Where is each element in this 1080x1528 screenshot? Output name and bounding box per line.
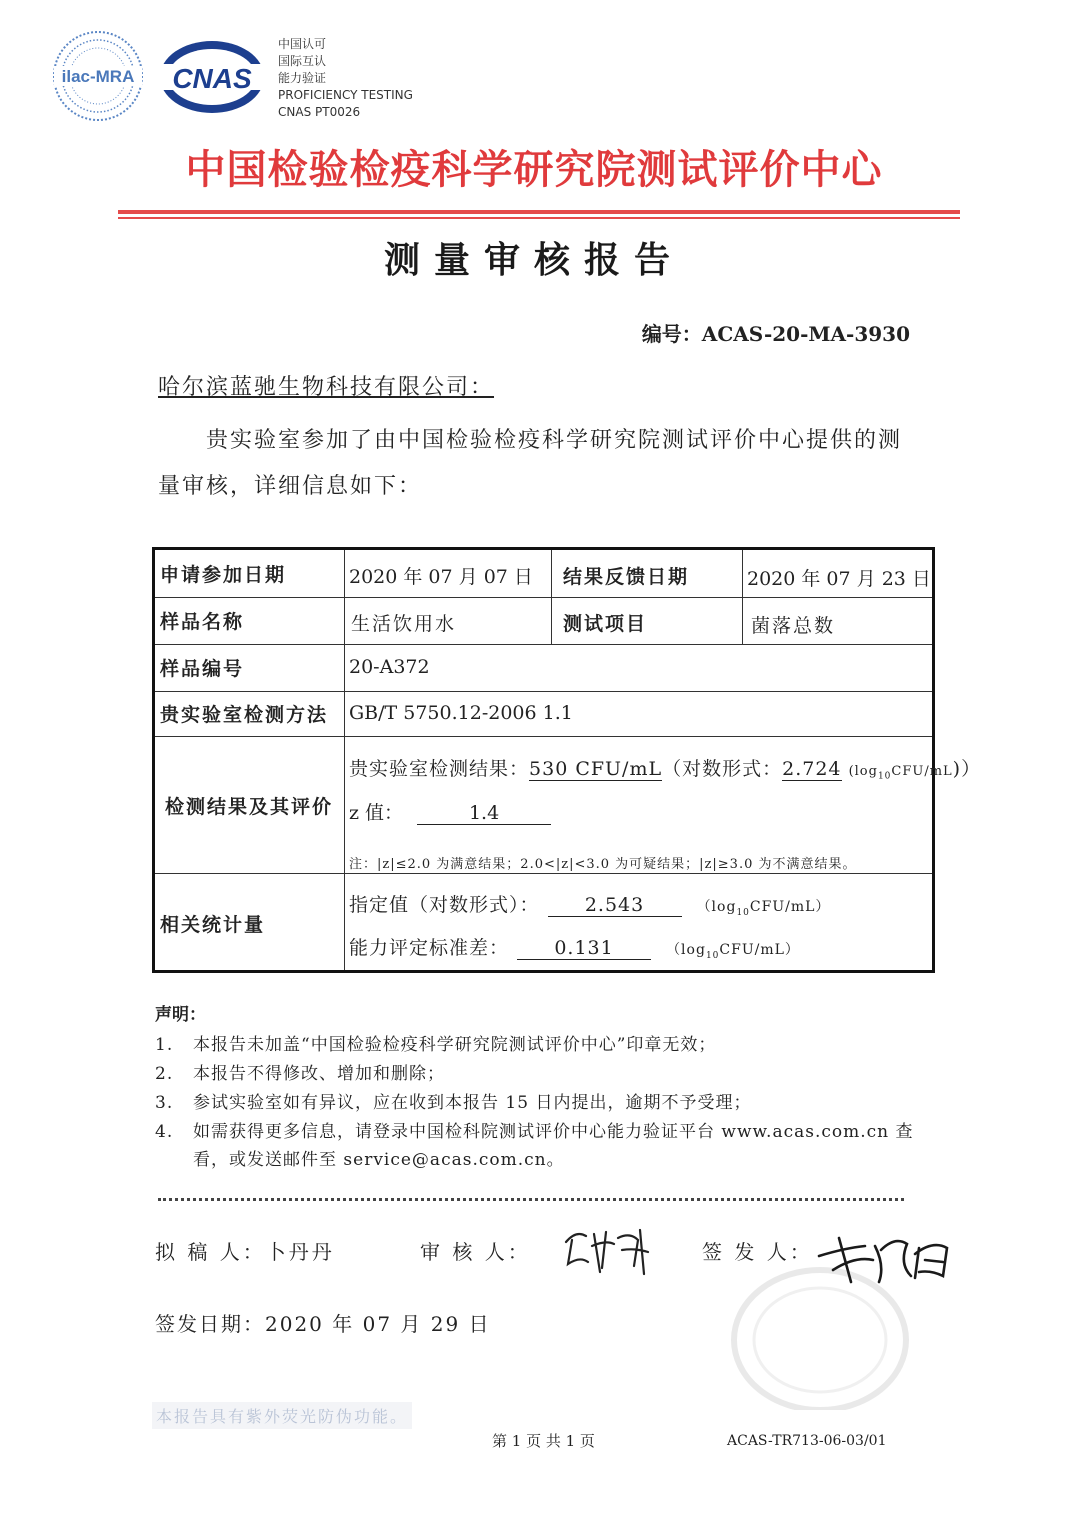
- issue-date: 签发日期：2020 年 07 月 29 日: [155, 1312, 491, 1336]
- sample-no-value: 20-A372: [349, 656, 430, 678]
- header-divider-thin: [118, 217, 960, 219]
- page-indicator: 第 1 页 共 1 页: [492, 1432, 595, 1450]
- result-value: 530 CFU/mL: [529, 758, 663, 780]
- sd-unit: $(\log_{10}CFU/mL)$: [666, 942, 800, 961]
- row-divider: [155, 644, 932, 645]
- accred-line: 中国认可: [278, 37, 327, 51]
- accred-line: CNAS PT0026: [278, 105, 361, 119]
- report-title: 测量审核报告: [383, 239, 684, 281]
- dotted-separator: [158, 1198, 904, 1201]
- organization-title: 中国检验检疫科学研究院测试评价中心: [185, 147, 883, 193]
- sd-value: 0.131: [517, 937, 651, 960]
- method-label: 贵实验室检测方法: [160, 704, 329, 726]
- result-close: )）: [952, 758, 982, 780]
- ilac-mra-logo: [52, 30, 144, 122]
- accred-line: 国际互认: [278, 54, 327, 68]
- test-item-label: 测试项目: [563, 613, 648, 635]
- result-prefix: 贵实验室检测结果：: [349, 758, 530, 780]
- cnas-logo: [158, 38, 266, 116]
- form-number: ACAS-TR713-06-03/01: [727, 1433, 887, 1449]
- statement-item: 2. 本报告不得修改、增加和删除；: [155, 1064, 445, 1084]
- sample-no-label: 样品编号: [160, 658, 245, 680]
- drafter: 拟 稿 人：卜丹丹: [155, 1240, 335, 1264]
- statement-item: 4. 如需获得更多信息，请登录中国检科院测试评价中心能力验证平台 www.acas.com.cn 查: [155, 1122, 914, 1142]
- result-log-prefix: （对数形式：: [662, 758, 783, 780]
- assigned-value: 2.543: [548, 894, 682, 917]
- uv-notice: 本报告具有紫外荧光防伪功能。: [152, 1402, 412, 1429]
- test-item-value: 菌落总数: [751, 615, 836, 637]
- z-label: z 值：: [349, 802, 404, 824]
- audit-table: [152, 547, 982, 973]
- accred-line: 能力验证: [278, 71, 327, 85]
- result-log-value: 2.724: [782, 758, 842, 780]
- reviewer-label: 审 核 人：: [420, 1240, 531, 1264]
- accreditation-block: [278, 36, 413, 121]
- result-line: [349, 754, 981, 782]
- row-divider: [155, 597, 932, 598]
- reviewer-signature: [558, 1222, 658, 1282]
- issuer-label: 签 发 人：: [702, 1240, 813, 1264]
- result-label: 检测结果及其评价: [165, 796, 334, 818]
- col-divider: [742, 550, 743, 644]
- statement-item: 1. 本报告未加盖“中国检验检疫科学研究院测试评价中心”印章无效；: [155, 1035, 717, 1055]
- header-divider: [118, 210, 960, 214]
- row-divider: [155, 691, 932, 692]
- sample-name-value: 生活饮用水: [351, 613, 457, 635]
- report-number: 编号：ACAS-20-MA-3930: [641, 322, 910, 346]
- apply-date-label: 申请参加日期: [160, 564, 287, 586]
- assigned-label: 指定值（对数形式）：: [349, 894, 540, 916]
- row-divider: [155, 736, 932, 737]
- assigned-line: [349, 890, 830, 918]
- intro-paragraph: 贵实验室参加了由中国检验检疫科学研究院测试评价中心提供的测量审核，详细信息如下：: [158, 428, 903, 499]
- col-divider: [551, 550, 552, 644]
- apply-date-value: 2020 年 07 月 07 日: [349, 566, 533, 588]
- issuer-signature: [815, 1226, 970, 1291]
- statement-item-continued: 看，或发送邮件至 service@acas.com.cn。: [193, 1150, 565, 1170]
- statement-item: 3. 参试实验室如有异议，应在收到本报告 15 日内提出，逾期不予受理；: [155, 1093, 752, 1113]
- cnas-text: CNAS: [172, 63, 252, 94]
- sample-name-label: 样品名称: [160, 611, 245, 633]
- sd-line: [349, 933, 800, 961]
- col-divider: [344, 550, 345, 970]
- sd-label: 能力评定标准差：: [349, 937, 510, 959]
- feedback-date-label: 结果反馈日期: [563, 566, 690, 588]
- row-divider: [155, 873, 932, 874]
- feedback-date-value: 2020 年 07 月 23 日: [747, 568, 931, 590]
- stats-label: 相关统计量: [160, 914, 266, 936]
- log-unit: ($\log_{10}CFU/mL$: [848, 764, 953, 782]
- ilac-text: ilac-MRA: [61, 67, 135, 86]
- assigned-unit: $(\log_{10}CFU/mL)$: [696, 899, 831, 918]
- method-value: GB/T 5750.12-2006 1.1: [349, 702, 573, 724]
- statement-heading: 声明：: [155, 1005, 206, 1025]
- z-line: [349, 798, 551, 825]
- z-value: 1.4: [417, 802, 551, 825]
- z-note: 注：|z|≤2.0 为满意结果；2.0<|z|<3.0 为可疑结果；|z|≥3.0 为不满意结果。: [349, 857, 857, 872]
- addressee: 哈尔滨蓝驰生物科技有限公司：: [158, 375, 495, 400]
- accred-line: PROFICIENCY TESTING: [278, 88, 413, 102]
